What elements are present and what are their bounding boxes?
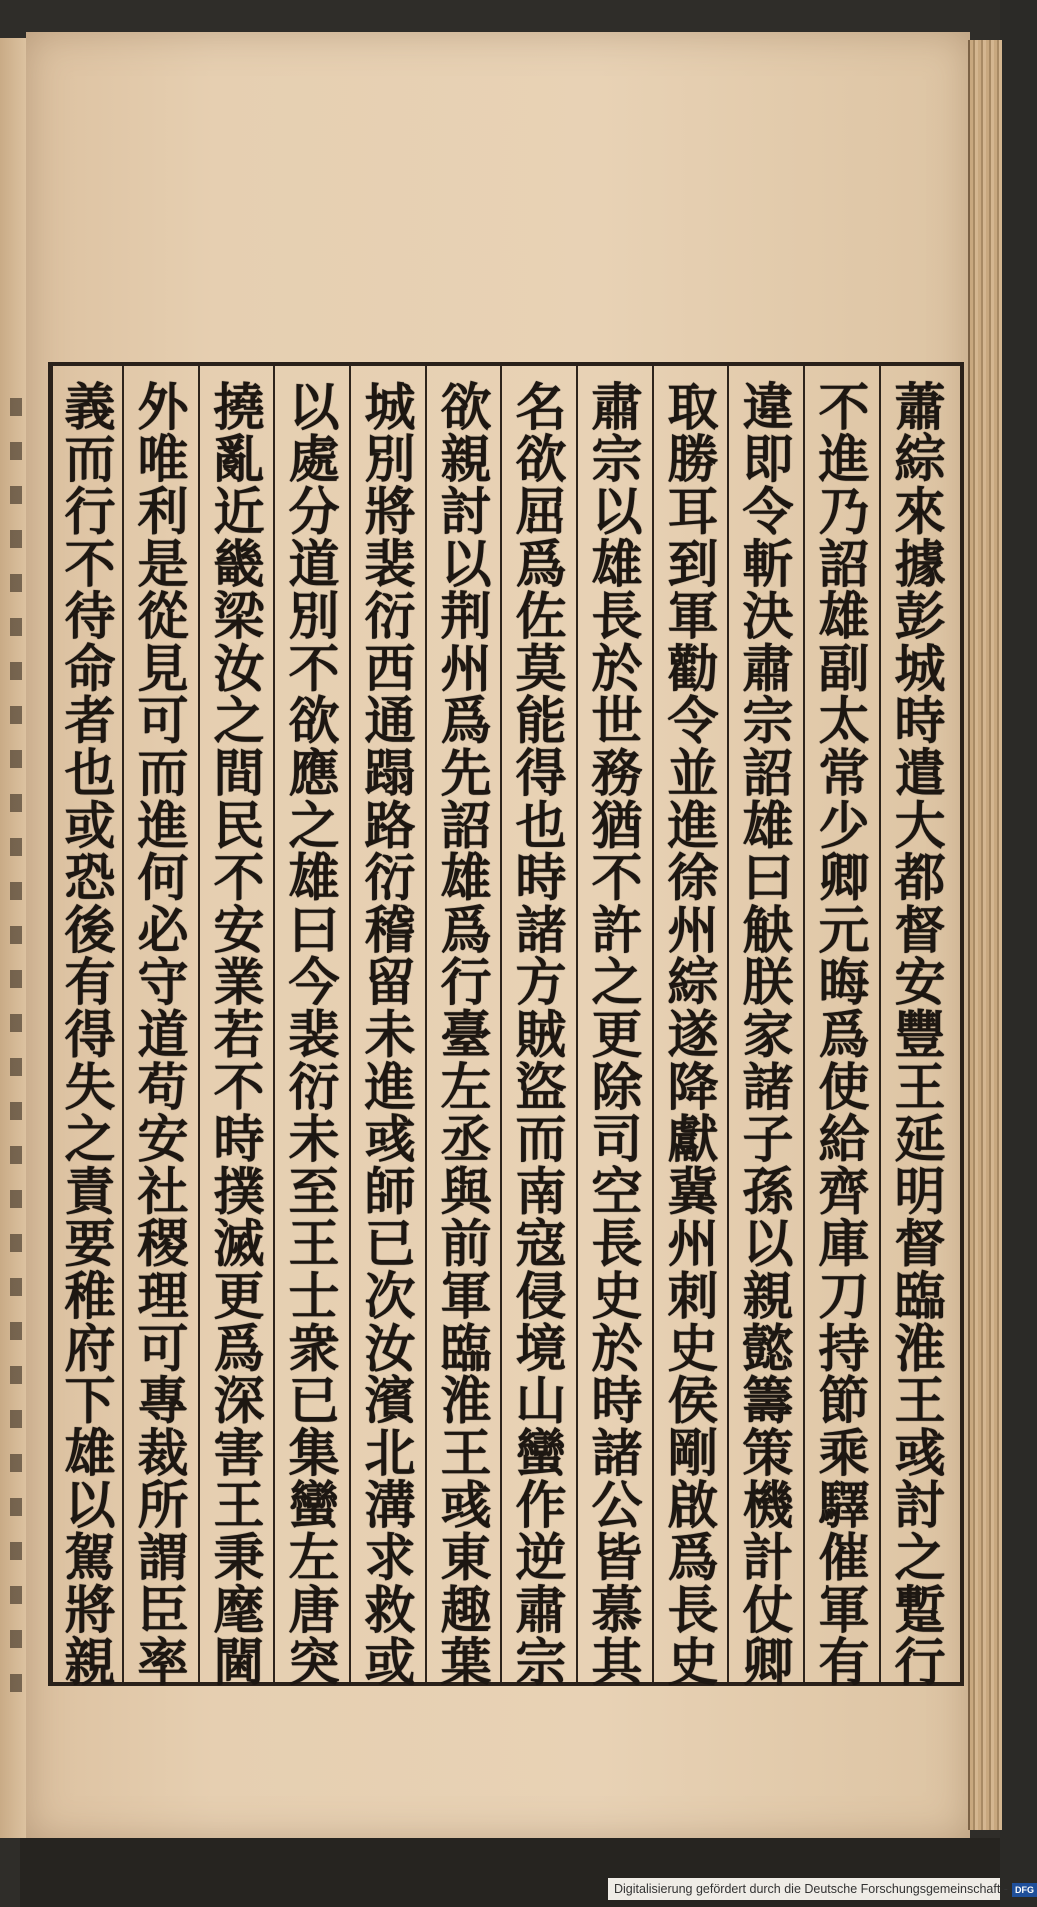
column-rule xyxy=(576,366,578,1682)
column-rule xyxy=(652,366,654,1682)
text-column: 欲親討以荆州爲先詔雄爲行臺左丞與前軍臨淮王彧東趣葉 xyxy=(431,380,491,1688)
text-column: 取勝耳到軍勸令並進徐州綜遂降獻冀州刺史侯剛啟爲長史 xyxy=(658,380,718,1688)
column-rule xyxy=(349,366,351,1682)
column-rule xyxy=(803,366,805,1682)
column-rule xyxy=(122,366,124,1682)
column-rule xyxy=(425,366,427,1682)
column-rule xyxy=(727,366,729,1682)
text-column: 撓亂近畿梁汝之間民不安業若不時撲滅更爲深害王秉麾閫 xyxy=(204,380,264,1688)
dfg-logo: DFG xyxy=(1012,1883,1037,1897)
funding-notice-text: Digitalisierung gefördert durch die Deutsche Forschungsgemeinschaft - xyxy=(614,1882,1008,1896)
text-column: 外唯利是從見可而進何必守道苟安社稷理可專裁所謂臣率 xyxy=(128,380,188,1688)
page-edges xyxy=(968,40,1002,1830)
text-column: 城別將裴衍西通蹋路衍稽留未進彧師已次汝濱北溝求救或 xyxy=(355,380,415,1688)
funding-notice xyxy=(608,1878,1034,1900)
column-rule xyxy=(273,366,275,1682)
previous-page-ink xyxy=(10,398,22,1698)
column-rule xyxy=(500,366,502,1682)
previous-page-fragment xyxy=(0,38,28,1838)
text-column: 不進乃詔雄副太常少卿元晦爲使給齊庫刀持節乘驛催軍有 xyxy=(809,380,869,1688)
column-rule xyxy=(879,366,881,1682)
text-column: 蕭綜來據彭城時遣大都督安豐王延明督臨淮王彧討之蹔行 xyxy=(885,380,945,1688)
text-frame xyxy=(48,362,964,1686)
text-column: 以處分道別不欲應之雄曰今裴衍未至王士衆已集蠻左唐突 xyxy=(279,380,339,1688)
text-column: 違即令斬決肅宗詔雄曰觖朕家諸子孫以親懿籌策機計仗卿 xyxy=(733,380,793,1688)
column-rule xyxy=(198,366,200,1682)
text-column: 肅宗以雄長於世務猶不許之更除司空長史於時諸公皆慕其 xyxy=(582,380,642,1688)
text-column: 名欲屈爲佐莫能得也時諸方賊盜而南寇侵境山蠻作逆肅宗 xyxy=(506,380,566,1688)
text-column: 義而行不待命者也或恐後有得失之責要稚府下雄以駕將親 xyxy=(55,380,115,1688)
